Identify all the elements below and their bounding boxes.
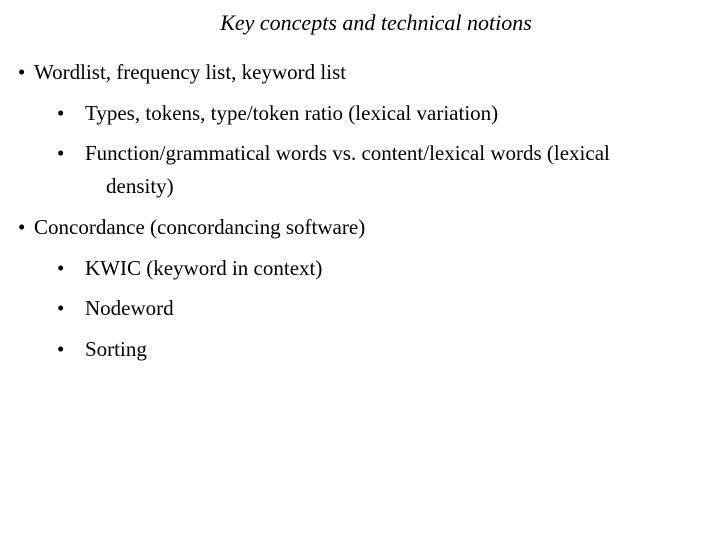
bullet-icon: • bbox=[57, 296, 65, 320]
list-item-types-tokens bbox=[57, 98, 498, 129]
bullet-icon: • bbox=[57, 101, 65, 125]
bullet-icon: • bbox=[57, 141, 65, 165]
list-item-concordance bbox=[18, 212, 365, 243]
bullet-icon: • bbox=[57, 337, 65, 361]
list-item-text: Nodeword bbox=[85, 296, 174, 320]
list-item-text: KWIC (keyword in context) bbox=[85, 256, 323, 280]
list-item-wordlist bbox=[18, 57, 346, 88]
bullet-icon: • bbox=[57, 256, 65, 280]
bullet-icon: • bbox=[18, 215, 26, 239]
list-item-nodeword bbox=[57, 293, 174, 324]
slide-title: Key concepts and technical notions bbox=[220, 10, 532, 35]
list-item-text: Sorting bbox=[85, 337, 147, 361]
list-item-text: Wordlist, frequency list, keyword list bbox=[34, 60, 347, 84]
list-item-function-words bbox=[57, 138, 610, 169]
list-item-text: Concordance (concordancing software) bbox=[34, 215, 366, 239]
list-item-kwic bbox=[57, 253, 322, 284]
list-item-sorting bbox=[57, 334, 147, 365]
bullet-icon: • bbox=[18, 60, 26, 84]
list-item-continuation: density) bbox=[106, 174, 174, 198]
list-item-text: Types, tokens, type/token ratio (lexical variation) bbox=[85, 101, 499, 125]
list-item-text: Function/grammatical words vs. content/lexical words (lexical bbox=[85, 141, 610, 165]
